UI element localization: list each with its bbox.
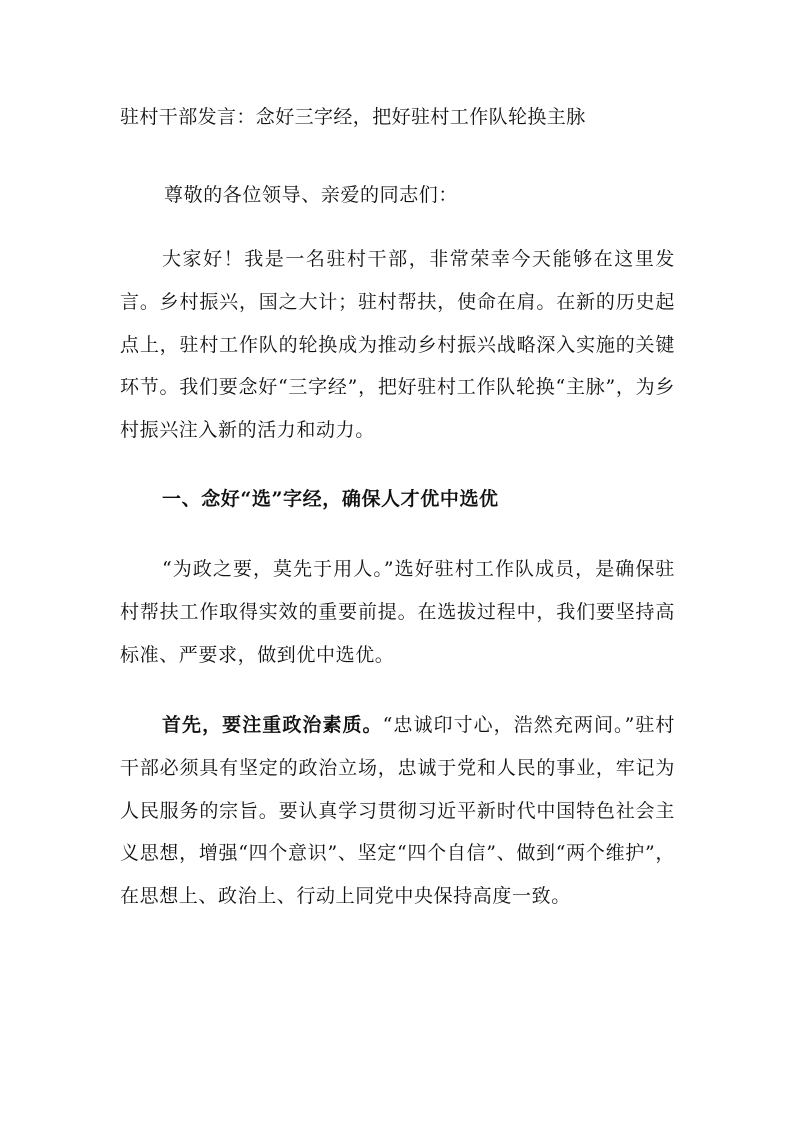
point-paragraph: [120, 704, 675, 918]
intro-paragraph: 大家好！我是一名驻村干部，非常荣幸今天能够在这里发言。乡村振兴，国之大计；驻村帮扶，使命在肩。在新的历史起点上，驻村工作队的轮换成为推动乡村振兴战略深入实施的关键环节。我们要念好“三字经”，把好驻村工作队轮换“主脉”，为乡村振兴注入新的活力和动力。: [120, 248, 675, 442]
point-lead: 首先，要注重政治素质。: [162, 714, 383, 736]
document-title: 驻村干部发言：念好三字经，把好驻村工作队轮换主脉: [120, 106, 586, 128]
section-heading: 一、念好“选”字经，确保人才优中选优: [162, 488, 499, 510]
greeting: 尊敬的各位领导、亲爱的同志们：: [164, 184, 459, 206]
point-body: “忠诚印寸心，浩然充两间。”驻村干部必须具有坚定的政治立场，忠诚于党和人民的事业，牢记为人民服务的宗旨。要认真学习贯彻习近平新时代中国特色社会主义思想，增强“四个意识”、坚定“四个自信”、做到“两个维护”，在思想上、政治上、行动上同党中央保持高度一致。: [120, 714, 675, 908]
section-paragraph: “为政之要，莫先于用人。”选好驻村工作队成员，是确保驻村帮扶工作取得实效的重要前提。在选拔过程中，我们要坚持高标准、严要求，做到优中选优。: [120, 558, 675, 666]
